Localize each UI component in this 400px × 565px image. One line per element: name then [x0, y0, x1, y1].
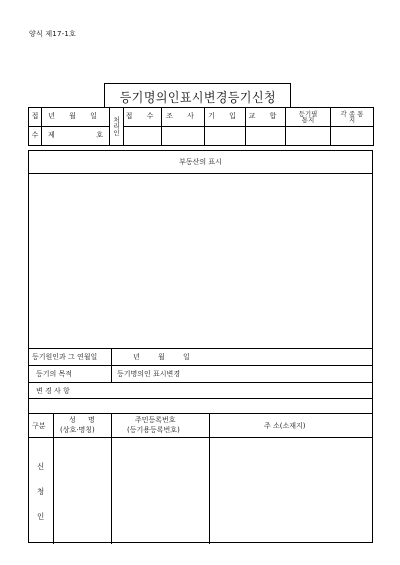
- various-notice-label: [331, 108, 374, 127]
- registration-notice-cell[interactable]: [286, 127, 331, 146]
- receipt-sign-cell[interactable]: [124, 127, 162, 146]
- entry-label: 기 입: [205, 108, 246, 127]
- collation-label: 교 합: [246, 108, 286, 127]
- col-id-bottom: (등기용등록번호): [127, 426, 180, 434]
- collation-sign-cell[interactable]: [246, 127, 286, 146]
- purpose-label: 등기의 목적: [36, 370, 73, 378]
- form-title-box: [104, 83, 291, 108]
- rule-changes-top: [29, 382, 372, 383]
- col-address-label: 주 소(소재지): [264, 422, 306, 430]
- various-notice-text: 각 종 통 지: [340, 109, 364, 124]
- registration-notice-label: [286, 108, 331, 127]
- processor-text: 처리인: [113, 115, 120, 137]
- reception-label-bottom: 수: [29, 127, 42, 146]
- cause-label: 등기원인과 그 연월일: [32, 353, 98, 361]
- purpose-value[interactable]: 등기명의인 표시변경: [117, 370, 181, 378]
- label-divider: [111, 348, 112, 382]
- col-name-top: 성 명: [69, 416, 100, 424]
- changes-label: 변 경 사 항: [36, 387, 70, 395]
- application-main-box: [28, 150, 373, 543]
- applicant-id-field[interactable]: [112, 438, 208, 543]
- reception-number-prefix: 제: [48, 131, 55, 139]
- investigation-label: 조 사: [162, 108, 205, 127]
- applicant-side-char-3: 인: [37, 512, 45, 521]
- processor-label: [110, 108, 124, 146]
- reception-label-top: 접: [29, 108, 42, 127]
- rule-purpose-top: [29, 365, 372, 366]
- investigation-sign-cell[interactable]: [162, 127, 205, 146]
- reception-number-suffix: 호: [96, 131, 103, 139]
- receipt-label: 접 수: [124, 108, 162, 127]
- applicant-name-field[interactable]: [54, 438, 110, 543]
- form-number: 양식 제17-1호: [29, 30, 76, 38]
- rule-applicant-top: [29, 413, 372, 414]
- col-type-label: 구분: [32, 422, 46, 430]
- reception-date-label: 년 월 일: [42, 108, 110, 127]
- entry-sign-cell[interactable]: [205, 127, 246, 146]
- reception-number-cell: [42, 127, 110, 146]
- reception-table: [28, 107, 374, 146]
- form-title: 등기명의인표시변경등기신청: [119, 90, 276, 106]
- rule-changes-mid: [29, 398, 372, 399]
- various-notice-cell[interactable]: [331, 127, 374, 146]
- registration-notice-text: 등기필 통지: [298, 109, 318, 124]
- property-header: [29, 151, 372, 174]
- col-id-top: 주민등록번호: [135, 416, 176, 424]
- applicant-side-char-1: 신: [37, 462, 45, 471]
- rule-cause-top: [29, 348, 372, 349]
- applicant-side-char-2: 청: [37, 487, 45, 496]
- applicant-address-field[interactable]: [210, 438, 372, 543]
- cause-value[interactable]: 년 월 일: [133, 353, 198, 361]
- col-name-bottom: (상호·명칭): [60, 426, 95, 434]
- property-header-text: 부동산의 표시: [179, 158, 222, 166]
